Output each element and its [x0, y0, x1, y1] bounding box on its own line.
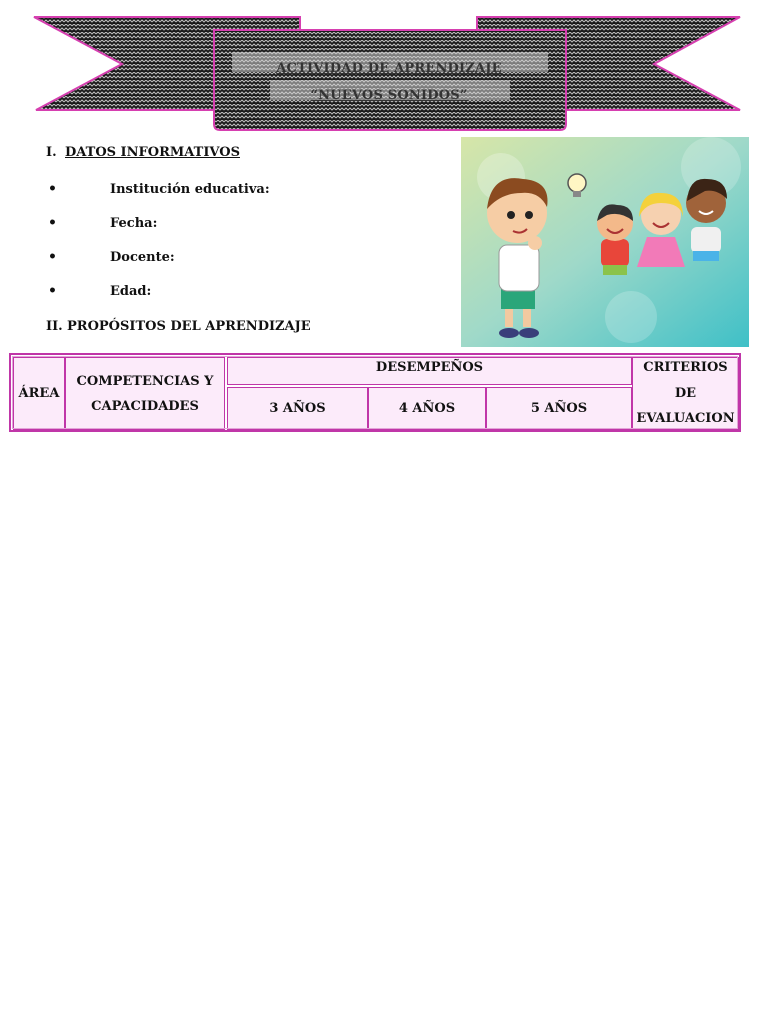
section-title: PROPÓSITOS DEL APRENDIZAJE	[67, 319, 311, 334]
section-propositos	[46, 319, 311, 334]
bullet-icon: •	[48, 249, 57, 265]
info-item-label: Docente:	[110, 250, 175, 265]
activity-title: ACTIVIDAD DE APRENDIZAJE	[276, 61, 502, 76]
section-datos-informativos	[46, 145, 240, 160]
section-number: II.	[46, 319, 63, 334]
header-desempenos: DESEMPEÑOS	[227, 357, 632, 385]
header-5-anos: 5 AÑOS	[486, 387, 632, 430]
info-item-label: Fecha:	[110, 216, 158, 231]
header-3-anos: 3 AÑOS	[227, 387, 368, 430]
activity-subtitle: “NUEVOS SONIDOS”	[310, 88, 468, 103]
section-number: I.	[46, 145, 57, 160]
header-competencias: COMPETENCIAS Y CAPACIDADES	[65, 357, 225, 430]
header-4-anos: 4 AÑOS	[368, 387, 486, 430]
header-criterios: CRITERIOS DE EVALUACION	[632, 357, 739, 430]
info-item-label: Institución educativa:	[110, 182, 270, 197]
info-item-label: Edad:	[110, 284, 152, 299]
header-area: ÁREA	[13, 357, 65, 430]
bullet-icon: •	[48, 215, 57, 231]
bullet-icon: •	[48, 283, 57, 299]
purpose-table	[9, 353, 741, 432]
section-title: DATOS INFORMATIVOS	[65, 145, 240, 160]
bullet-icon: •	[48, 181, 57, 197]
children-thinking-illustration	[461, 137, 749, 347]
